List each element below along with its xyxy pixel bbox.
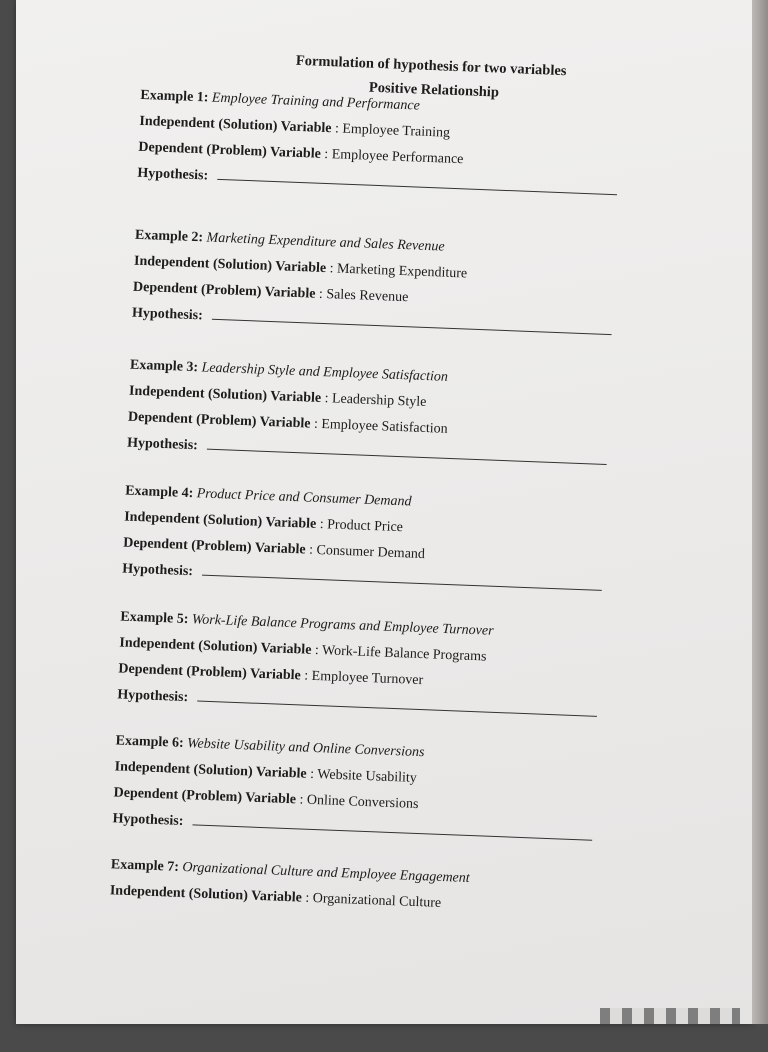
independent-value: : Leadership Style [324, 391, 427, 411]
example-4 [122, 479, 686, 604]
independent-value: : Website Usability [309, 766, 418, 786]
example-5 [117, 604, 681, 729]
example-topic: Work-Life Balance Programs and Employee Turnover [191, 612, 494, 639]
dependent-label: Dependent (Problem) Variable [138, 139, 322, 162]
example-3 [127, 353, 691, 478]
hypothesis-label: Hypothesis: [126, 435, 199, 454]
example-label: Example 1: [140, 87, 209, 106]
dependent-label: Dependent (Problem) Variable [132, 279, 316, 302]
example-label: Example 4: [124, 483, 194, 502]
independent-label: Independent (Solution) Variable [119, 635, 312, 658]
independent-label: Independent (Solution) Variable [128, 383, 322, 407]
hypothesis-label: Hypothesis: [112, 811, 184, 830]
independent-value: : Product Price [319, 517, 404, 536]
dependent-value: : Employee Turnover [303, 668, 424, 689]
dependent-value: : Sales Revenue [318, 286, 409, 306]
example-label: Example 6: [115, 733, 184, 751]
independent-value: : Marketing Expenditure [329, 261, 468, 282]
dependent-value: : Consumer Demand [308, 542, 426, 563]
independent-label: Independent (Solution) Variable [139, 113, 332, 137]
example-label: Example 3: [129, 357, 199, 376]
paper-sheet [16, 0, 753, 1024]
background-edge [752, 0, 768, 1024]
independent-value: : Employee Training [334, 121, 451, 141]
example-1 [137, 83, 701, 208]
dependent-label: Dependent (Problem) Variable [127, 409, 311, 432]
example-topic: Employee Training and Performance [211, 90, 421, 114]
dependent-label: Dependent (Problem) Variable [118, 661, 302, 684]
example-topic: Product Price and Consumer Demand [196, 486, 412, 510]
page-title: Formulation of hypothesis for two variables [295, 52, 567, 80]
example-label: Example 2: [134, 227, 204, 246]
example-label: Example 7: [110, 857, 180, 875]
independent-label: Independent (Solution) Variable [133, 253, 327, 277]
independent-value: : Organizational Culture [305, 890, 442, 911]
dependent-value: : Employee Satisfaction [313, 416, 448, 437]
hypothesis-label: Hypothesis: [131, 305, 204, 324]
example-topic: Marketing Expenditure and Sales Revenue [206, 230, 445, 255]
hypothesis-label: Hypothesis: [137, 165, 209, 184]
example-topic: Website Usability and Online Conversions [186, 736, 425, 761]
independent-label: Independent (Solution) Variable [114, 759, 307, 782]
example-6 [112, 728, 676, 853]
hypothesis-label: Hypothesis: [117, 687, 189, 706]
page-subtitle: Positive Relationship [368, 79, 500, 101]
example-7 [109, 852, 671, 925]
example-2 [132, 223, 696, 348]
example-topic: Organizational Culture and Employee Engagement [182, 860, 470, 887]
dependent-label: Dependent (Problem) Variable [113, 785, 297, 808]
example-topic: Leadership Style and Employee Satisfaction [201, 360, 449, 385]
independent-label: Independent (Solution) Variable [109, 883, 303, 906]
dependent-value: : Online Conversions [299, 792, 419, 813]
dependent-label: Dependent (Problem) Variable [122, 535, 306, 558]
independent-label: Independent (Solution) Variable [123, 509, 317, 532]
background-strip [600, 1008, 740, 1024]
example-label: Example 5: [120, 609, 189, 628]
dependent-value: : Employee Performance [324, 146, 464, 168]
hypothesis-label: Hypothesis: [121, 561, 194, 580]
independent-value: : Work-Life Balance Programs [314, 642, 487, 665]
